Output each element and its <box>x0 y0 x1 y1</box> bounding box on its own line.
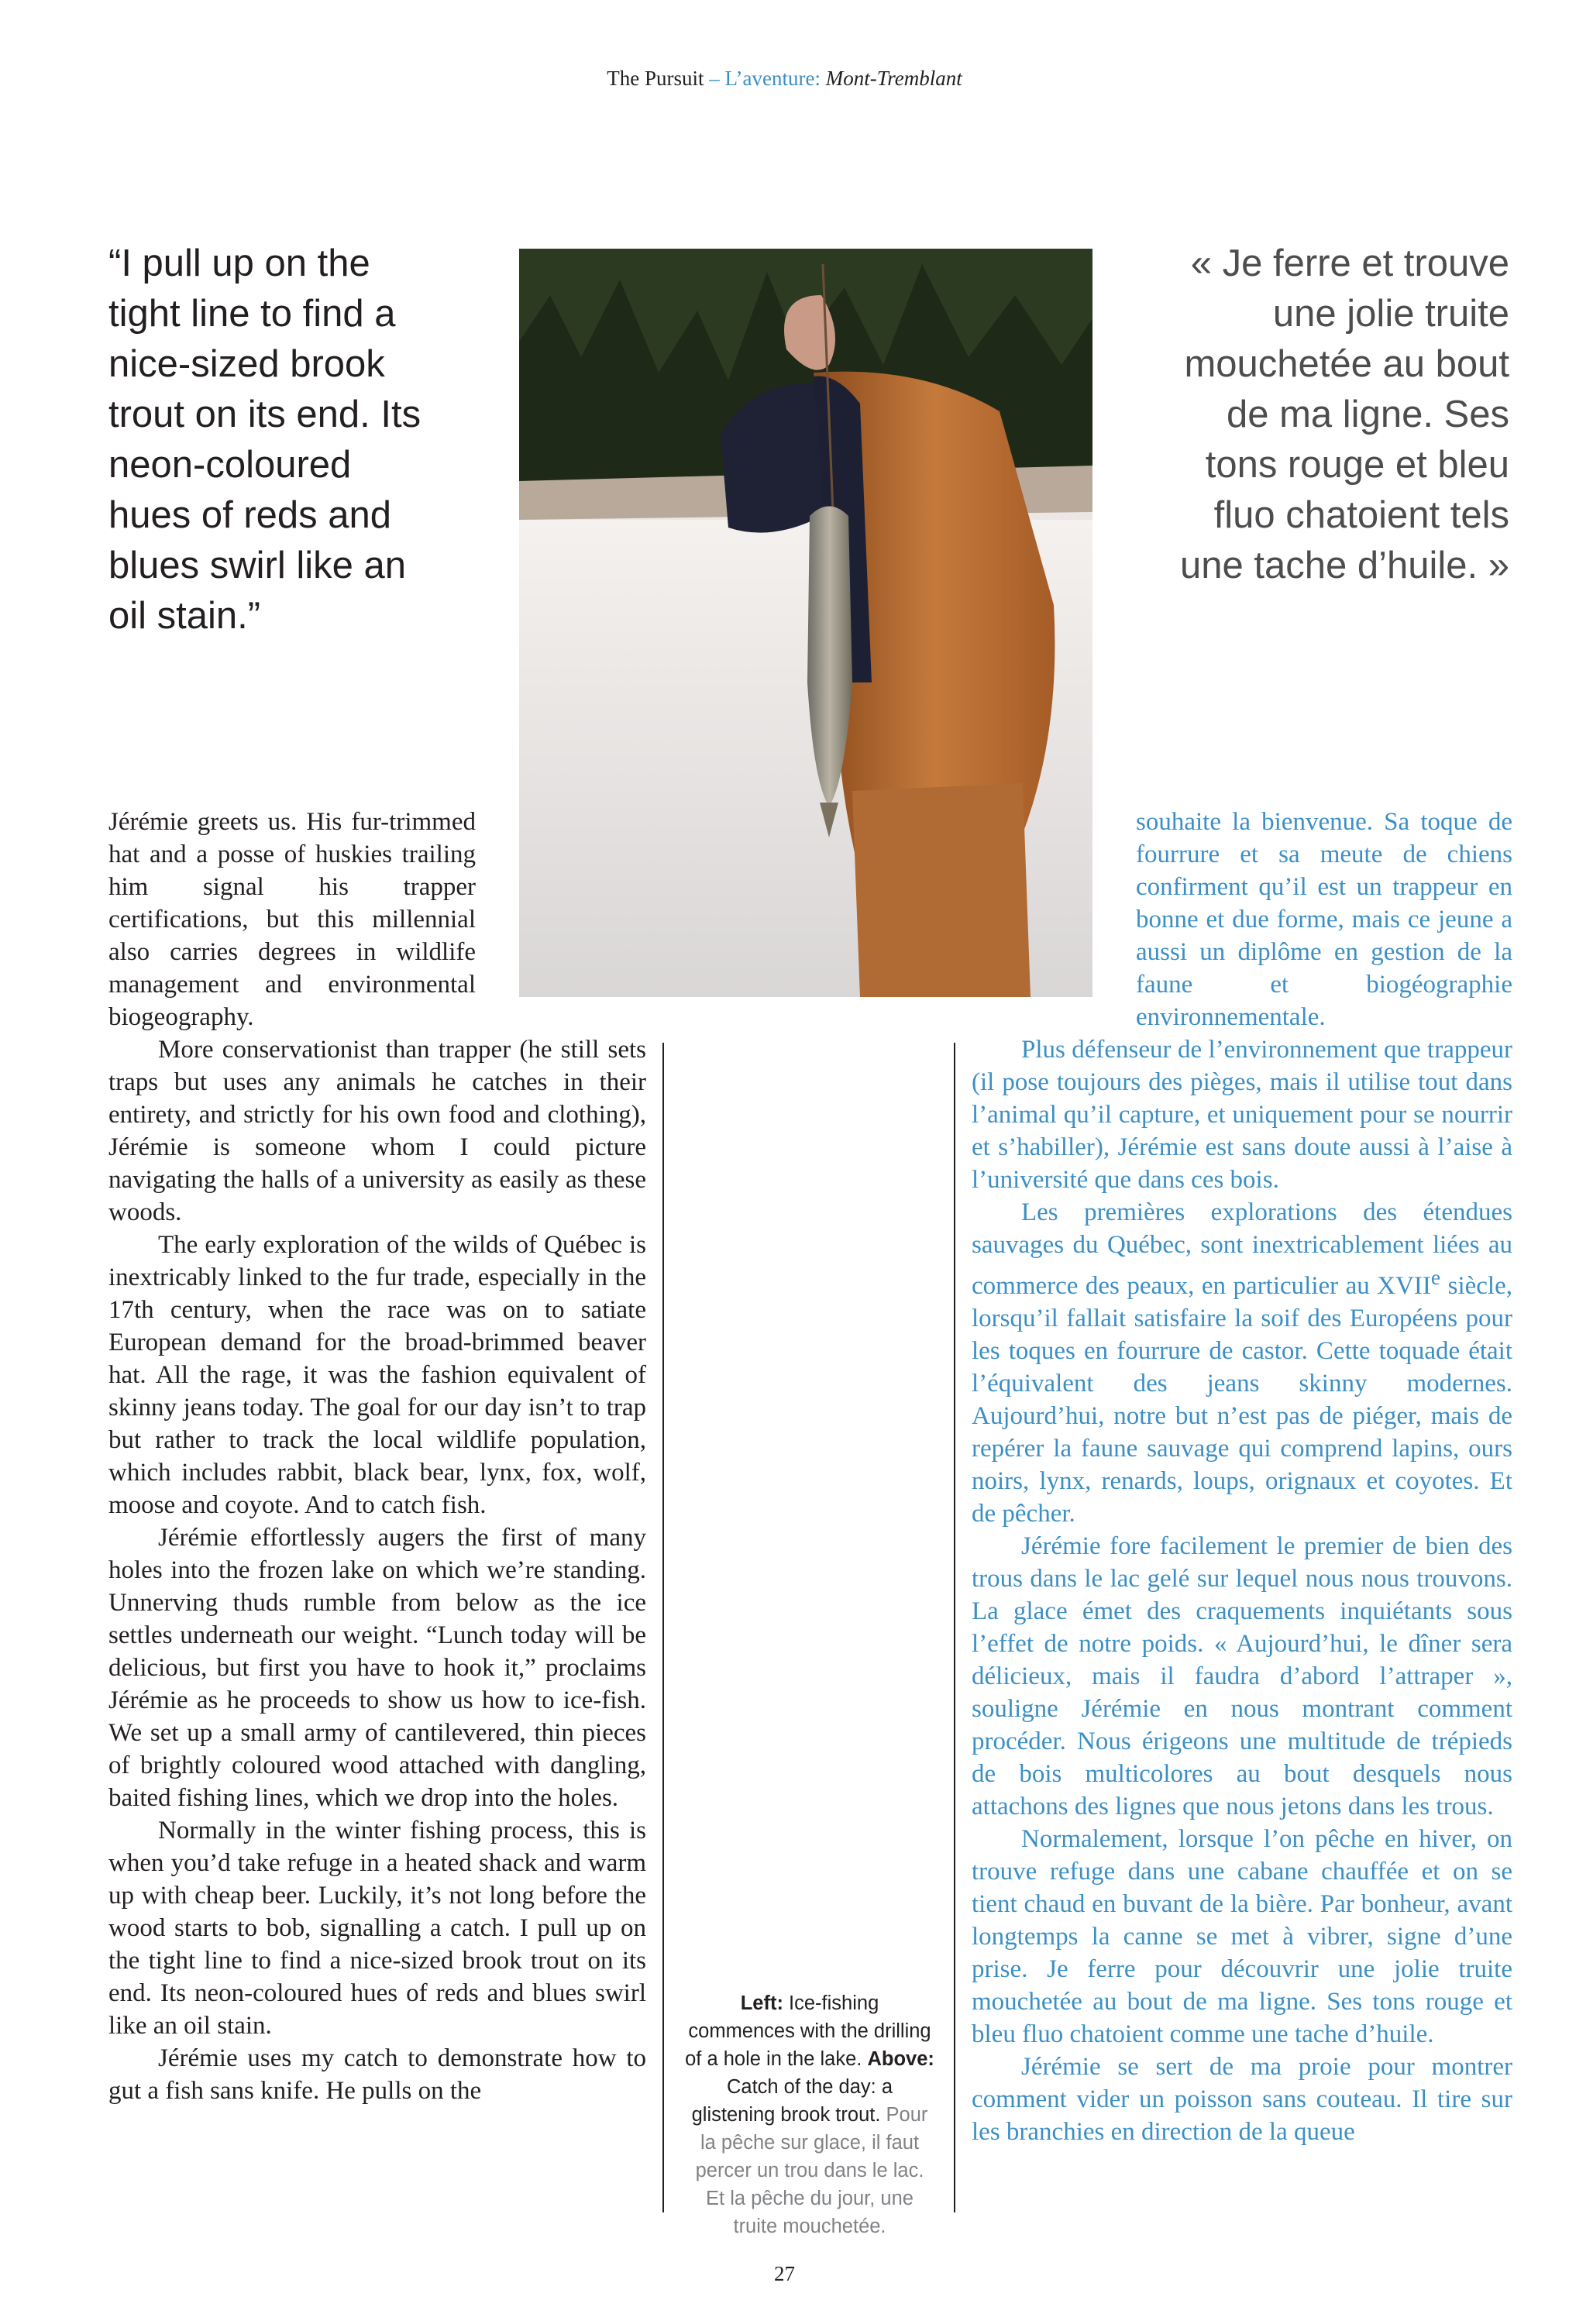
body-fr-column <box>972 1033 1512 2148</box>
body-en-paragraph: The early exploration of the wilds of Québec is inextricably linked to the fur trade, especially in the 17th century, when the race was on to satiate European demand for the broad-brimmed beaver hat. All the rage, it was the fashion equivalent of skinny jeans today. The goal for our day isn’t to trap but rather to track the local wildlife population, which includes rabbit, black bear, lynx, fox, wolf, moose and coyote. And to catch fish. <box>108 1231 646 1519</box>
body-fr-column-top <box>1136 806 1512 1033</box>
column-divider-left <box>662 1043 664 2212</box>
body-fr-text: Les premières explorations des étendues sauvages du Québec, sont inextricablement liées au commerce des peaux, en particulier au XVII <box>972 1198 1512 1300</box>
body-fr-text: siècle, lorsqu’il fallait satisfaire la soif des Européens pour les toques en fourrure de castor. Cette toquade était l’équivalent des jeans skinny modernes. Aujourd’hui, notre but n’est pas de piéger, mais de repérer la faune sauvage qui comprend lapins, ours noirs, lynx, renards, loups, orignaux et coyotes. Et de pêcher. <box>972 1272 1512 1528</box>
body-en-paragraph: Jérémie greets us. His fur-trimmed hat and a posse of huskies trailing him signal his trapper certifications, but this millennial also carries degrees in wildlife management and environmental biogeography. <box>108 808 476 1031</box>
ice-fishing-photo <box>519 249 1092 997</box>
body-en-paragraph: More conservationist than trapper (he still sets traps but uses any animals he catches in their entirety, and strictly for his own food and clothing), Jérémie is someone whom I could picture navigating the halls of a university as easily as these woods. <box>108 1036 646 1226</box>
body-fr-paragraph: Normalement, lorsque l’on pêche en hiver, on trouve refuge dans une cabane chauffée et on se tient chaud en buvant de la bière. Par bonheur, avant longtemps la canne se met à vibrer, signe d’une prise. Je ferre pour découvrir une jolie truite mouchetée au bout de ma ligne. Ses tons rouge et bleu fluo chatoient comme une tache d’huile. <box>972 1825 1512 2048</box>
body-fr-paragraph <box>972 1196 1512 1530</box>
body-en-column <box>108 1033 646 2107</box>
section-name-fr: L’aventure: <box>724 67 821 90</box>
header-separator: – <box>709 67 720 90</box>
body-fr-paragraph: souhaite la bienvenue. Sa toque de fourrure et sa meute de chiens confirment qu’il est un trappeur en bonne et due forme, mais ce jeune a aussi un diplôme en gestion de la faune et biogéographie environnementale. <box>1136 808 1512 1031</box>
photo-illustration <box>519 249 1092 997</box>
column-divider-right <box>954 1043 955 2212</box>
body-en-paragraph: Normally in the winter fishing process, this is when you’d take refuge in a heated shack and warm up with cheap beer. Luckily, it’s not long before the wood starts to bob, signalling a catch. I pull up on the tight line to find a nice-sized brook trout on its end. Its neon-coloured hues of reds and blues swirl like an oil stain. <box>108 1817 646 2040</box>
body-fr-paragraph: Jérémie fore facilement le premier de bien des trous dans le lac gelé sur lequel nous nous trouvons. La glace émet des craquements inquiétants sous l’effet de notre poids. « Aujourd’hui, le dîner sera délicieux, mais il faudra d’abord l’attraper », souligne Jérémie en nous montrant comment procéder. Nous érigeons une multitude de trépieds de bois multicolores au bout desquels nous attachons des lignes que nous jetons dans les trous. <box>972 1532 1512 1820</box>
body-fr-paragraph: Jérémie se sert de ma proie pour montrer comment vider un poisson sans couteau. Il tire sur les branchies en direction de la queue <box>972 2053 1512 2146</box>
running-head <box>0 67 1569 91</box>
caption-left-label: Left: <box>740 1992 783 2014</box>
caption-fr-text: Pour la pêche sur glace, il faut percer un trou dans le lac. Et la pêche du jour, une truite mouchetée. <box>695 2104 928 2237</box>
caption-left-text: Ice-fishing commences with the drilling of a hole in the lake. <box>685 1992 931 2070</box>
caption-above-text: Catch of the day: a glistening brook trout. <box>691 2076 893 2126</box>
section-name: The Pursuit <box>607 67 704 90</box>
photo-caption <box>685 1989 934 2240</box>
body-en-paragraph: Jérémie uses my catch to demonstrate how to gut a fish sans knife. He pulls on the <box>108 2044 646 2105</box>
page-number: 27 <box>774 2262 795 2285</box>
caption-above-label: Above: <box>867 2048 934 2070</box>
century-superscript: e <box>1430 1265 1441 1289</box>
body-en-paragraph: Jérémie effortlessly augers the first of many holes into the frozen lake on which we’re standing. Unnerving thuds rumble from below as the ice settles underneath our weight. “Lunch today will be delicious, but first you have to hook it,” proclaims Jérémie as he proceeds to show us how to ice-fish. We set up a small army of cantilevered, thin pieces of brightly coloured wood attached with dangling, baited fishing lines, which we drop into the holes. <box>108 1524 646 1812</box>
body-fr-paragraph: Plus défenseur de l’environnement que trappeur (il pose toujours des pièges, mais il utilise tout dans l’animal qu’il capture, et uniquement pour se nourrir et s’habiller), Jérémie est sans doute aussi à l’aise à l’université que dans ces bois. <box>972 1036 1512 1194</box>
pull-quote-fr: « Je ferre et trouve une jolie truite mouchetée au bout de ma ligne. Ses tons rouge et bleu fluo chatoient tels une tache d’huile. » <box>1180 242 1509 586</box>
pull-quote-en: “I pull up on the tight line to find a nice-sized brook trout on its end. Its neon-coloured hues of reds and blues swirl like an oil stain.” <box>108 242 421 637</box>
place-name: Mont-Tremblant <box>825 67 962 90</box>
body-en-column-top <box>108 806 476 1033</box>
